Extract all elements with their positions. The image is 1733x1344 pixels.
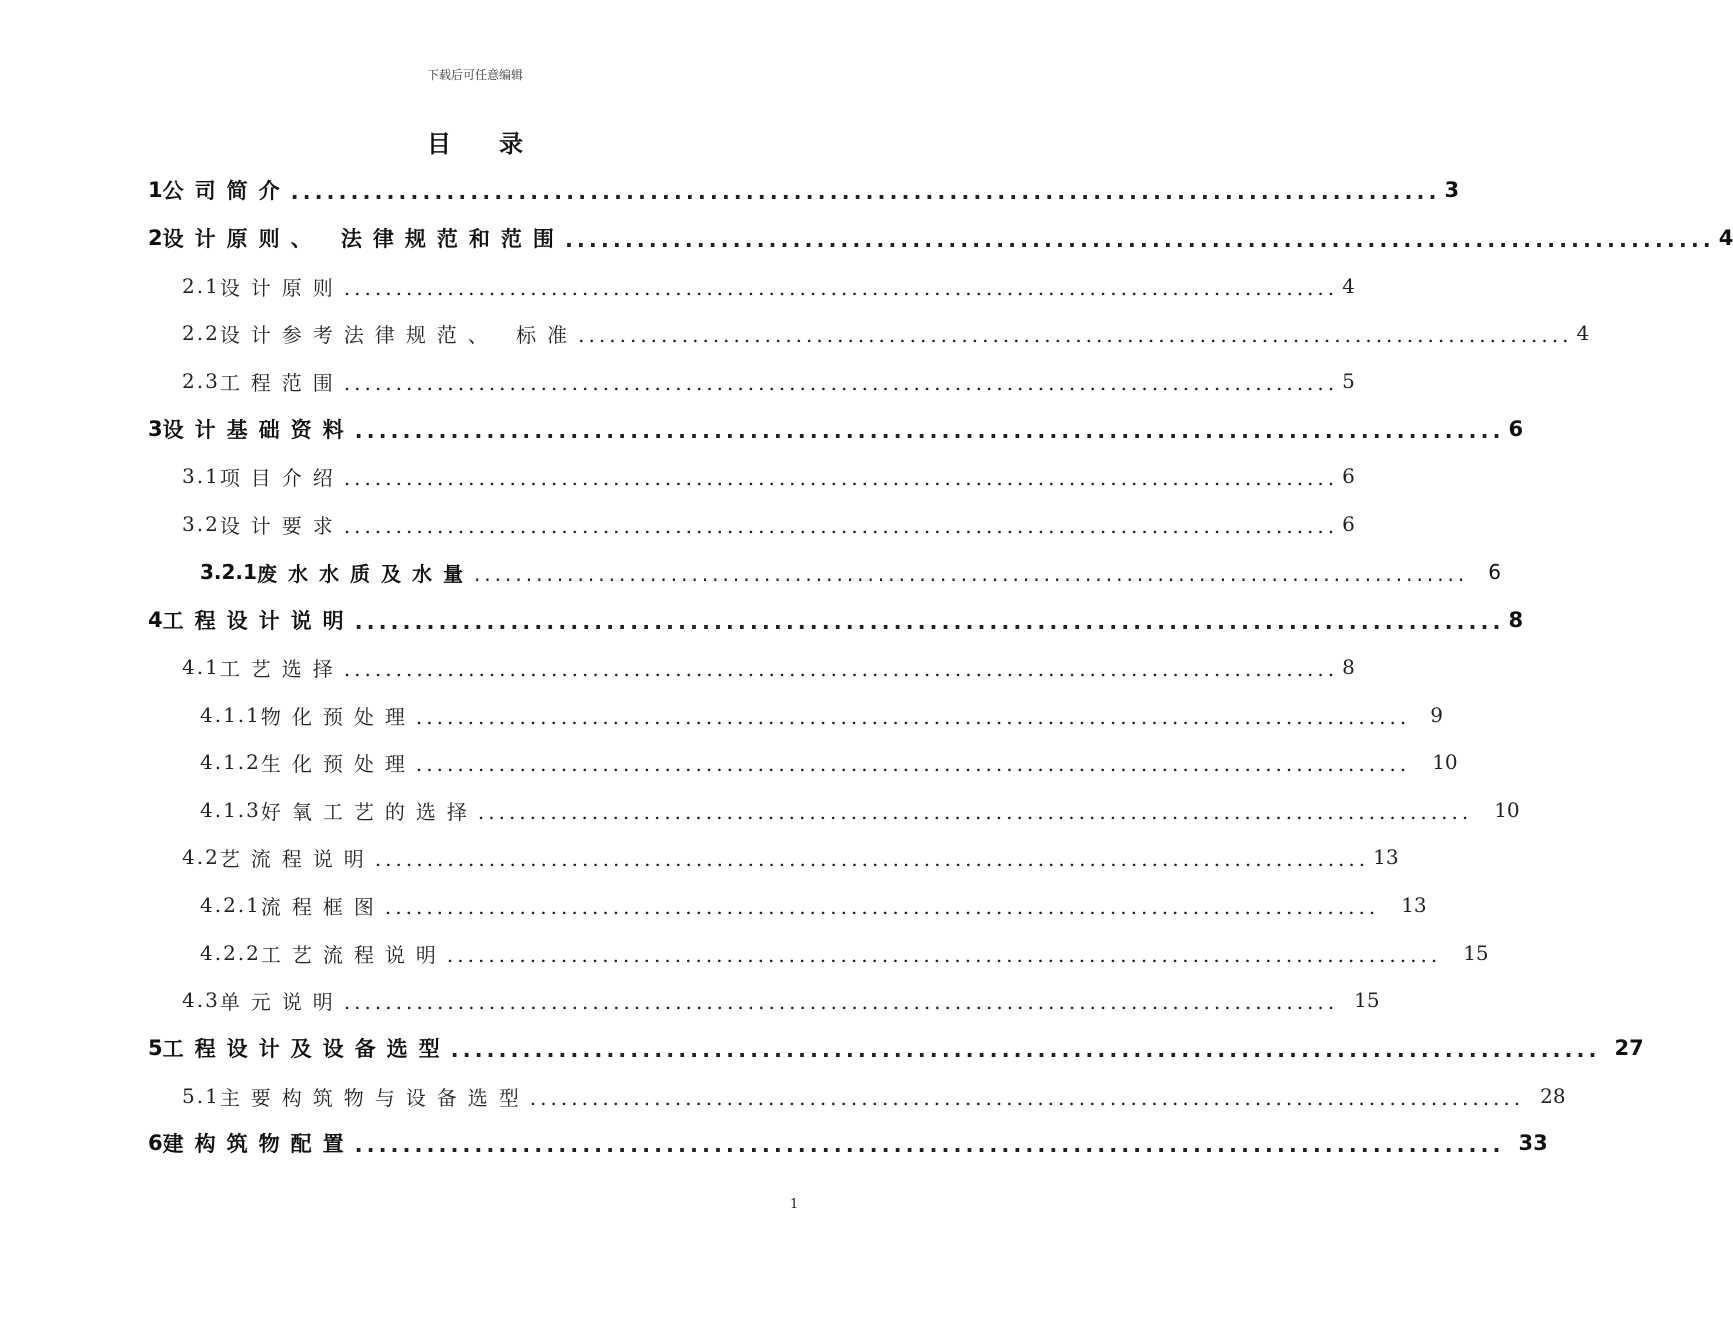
toc-entry-number: 4.2 bbox=[182, 845, 220, 869]
toc-entry-title: 工艺流程说明 bbox=[260, 942, 447, 967]
toc-entry-page: 5 bbox=[1342, 369, 1355, 393]
dot-leader: ................................................................................................ bbox=[354, 610, 1505, 634]
toc-entry-5[interactable] bbox=[148, 1031, 1644, 1065]
toc-entry-title: 物化预处理 bbox=[260, 704, 416, 729]
toc-entry-2-1[interactable] bbox=[182, 269, 1355, 303]
toc-entry-title: 建构筑物配置 bbox=[162, 1132, 355, 1156]
toc-entry-title: 流程框图 bbox=[260, 894, 385, 919]
dot-leader: ................................................................................................ bbox=[374, 847, 1370, 871]
toc-entry-title: 设计原则 bbox=[219, 275, 344, 300]
dot-leader: ................................................................................................ bbox=[450, 1038, 1601, 1062]
dot-leader: ................................................................................................ bbox=[415, 752, 1411, 776]
toc-entry-title: 设计原则、 法律规范和范围 bbox=[162, 227, 565, 251]
toc-entry-number: 4.2.2 bbox=[200, 941, 261, 965]
toc-entry-4-1-2[interactable] bbox=[200, 745, 1458, 779]
toc-entry-number: 4 bbox=[148, 608, 163, 632]
toc-entry-number: 4.1 bbox=[182, 655, 220, 679]
toc-entry-number: 3.2.1 bbox=[200, 560, 257, 584]
toc-entry-number: 3.1 bbox=[182, 464, 220, 488]
toc-entry-title: 生化预处理 bbox=[260, 751, 416, 776]
toc-entry-page: 6 bbox=[1342, 464, 1355, 488]
toc-entry-4-2[interactable] bbox=[182, 840, 1399, 874]
toc-entry-title: 公司简介 bbox=[162, 179, 291, 203]
dot-leader: ................................................................................................ bbox=[384, 895, 1380, 919]
toc-entry-5-1[interactable] bbox=[182, 1079, 1566, 1113]
toc-entry-page: 4 bbox=[1718, 226, 1733, 250]
toc-entry-number: 2 bbox=[148, 226, 163, 250]
toc-entry-page: 8 bbox=[1508, 608, 1524, 632]
toc-entry-page: 28 bbox=[1540, 1084, 1566, 1108]
toc-entry-4-1[interactable] bbox=[182, 650, 1355, 684]
toc-entry-3-2[interactable] bbox=[182, 507, 1355, 541]
toc-entry-number: 6 bbox=[148, 1131, 163, 1155]
toc-entry-title: 好氧工艺的选择 bbox=[260, 799, 478, 824]
toc-entry-2-2[interactable] bbox=[182, 316, 1590, 350]
header-note: 下载后可任意编辑 bbox=[426, 68, 523, 82]
dot-leader: ................................................................................................ bbox=[354, 419, 1505, 443]
toc-entry-number: 2.2 bbox=[182, 321, 220, 345]
toc-entry-3-2-1[interactable] bbox=[200, 555, 1501, 589]
toc-entry-page: 3 bbox=[1444, 178, 1460, 202]
dot-leader: ................................................................................................ bbox=[343, 514, 1339, 538]
toc-entry-page: 4 bbox=[1342, 274, 1355, 298]
dot-leader: ................................................................................................ bbox=[343, 276, 1339, 300]
toc-entry-number: 5 bbox=[148, 1036, 163, 1060]
toc-entry-title: 艺流程说明 bbox=[219, 846, 375, 871]
toc-entry-page: 15 bbox=[1463, 941, 1489, 965]
dot-leader: ................................................................................................ bbox=[343, 466, 1339, 490]
toc-entry-title: 工程范围 bbox=[219, 370, 344, 395]
toc-entry-title: 项目介绍 bbox=[219, 465, 344, 490]
toc-entry-title: 工程设计说明 bbox=[162, 609, 355, 633]
toc-entry-number: 1 bbox=[148, 178, 163, 202]
toc-entry-2[interactable] bbox=[148, 221, 1733, 255]
dot-leader: ................................................................................................ bbox=[354, 1133, 1505, 1157]
dot-leader: ................................................................................................ bbox=[415, 705, 1411, 729]
dot-leader: ................................................................................................ bbox=[446, 943, 1442, 967]
toc-entry-title: 设计基础资料 bbox=[162, 418, 355, 442]
toc-entry-number: 4.2.1 bbox=[200, 893, 261, 917]
toc-entry-page: 6 bbox=[1508, 417, 1524, 441]
toc-entry-3[interactable] bbox=[148, 412, 1524, 446]
toc-entry-page: 6 bbox=[1488, 560, 1501, 584]
page-number: 1 bbox=[790, 1197, 799, 1212]
dot-leader: ................................................................................................ bbox=[473, 562, 1469, 586]
toc-entry-4[interactable] bbox=[148, 603, 1524, 637]
toc-entry-4-2-1[interactable] bbox=[200, 888, 1427, 922]
toc-entry-page: 10 bbox=[1494, 798, 1520, 822]
toc-entry-number: 2.3 bbox=[182, 369, 220, 393]
toc-entry-title: 工艺选择 bbox=[219, 656, 344, 681]
toc-entry-number: 4.1.2 bbox=[200, 750, 261, 774]
toc-entry-4-1-3[interactable] bbox=[200, 793, 1520, 827]
toc-entry-4-1-1[interactable] bbox=[200, 698, 1443, 732]
toc-entry-page: 15 bbox=[1354, 988, 1380, 1012]
dot-leader: ................................................................................................ bbox=[343, 657, 1339, 681]
toc-entry-number: 3.2 bbox=[182, 512, 220, 536]
toc-entry-title: 工程设计及设备选型 bbox=[162, 1037, 451, 1061]
toc-entry-number: 5.1 bbox=[182, 1084, 220, 1108]
dot-leader: ................................................................................................ bbox=[343, 990, 1339, 1014]
dot-leader: ................................................................................................ bbox=[343, 371, 1339, 395]
toc-entry-page: 6 bbox=[1342, 512, 1355, 536]
dot-leader: ................................................................................................ bbox=[477, 800, 1473, 824]
toc-entry-page: 10 bbox=[1432, 750, 1458, 774]
toc-title: 目录 bbox=[427, 130, 571, 158]
toc-entry-page: 27 bbox=[1614, 1036, 1644, 1060]
toc-entry-number: 4.3 bbox=[182, 988, 220, 1012]
toc-entry-page: 13 bbox=[1373, 845, 1399, 869]
toc-entry-title: 主要构筑物与设备选型 bbox=[219, 1085, 530, 1110]
toc-entry-number: 4.1.1 bbox=[200, 703, 261, 727]
toc-entry-number: 3 bbox=[148, 417, 163, 441]
dot-leader: ................................................................................................ bbox=[290, 180, 1441, 204]
dot-leader: ................................................................................................ bbox=[564, 228, 1715, 252]
dot-leader: ................................................................................................ bbox=[529, 1086, 1525, 1110]
toc-entry-page: 9 bbox=[1430, 703, 1443, 727]
toc-entry-4-2-2[interactable] bbox=[200, 936, 1489, 970]
toc-entry-number: 2.1 bbox=[182, 274, 220, 298]
toc-entry-title: 设计要求 bbox=[219, 513, 344, 538]
toc-entry-2-3[interactable] bbox=[182, 364, 1355, 398]
toc-entry-title: 废水水质及水量 bbox=[256, 561, 474, 586]
toc-entry-page: 13 bbox=[1401, 893, 1427, 917]
toc-entry-title: 设计参考法律规范、 标准 bbox=[219, 322, 579, 347]
toc-entry-6[interactable] bbox=[148, 1126, 1548, 1160]
toc-entry-page: 4 bbox=[1576, 321, 1590, 345]
toc-entry-3-1[interactable] bbox=[182, 459, 1355, 493]
toc-entry-1[interactable] bbox=[148, 173, 1460, 207]
toc-entry-title: 单元说明 bbox=[219, 989, 344, 1014]
toc-entry-4-3[interactable] bbox=[182, 983, 1380, 1017]
toc-entry-page: 8 bbox=[1342, 655, 1355, 679]
toc-entry-number: 4.1.3 bbox=[200, 798, 261, 822]
dot-leader: ................................................................................................ bbox=[578, 323, 1573, 347]
toc-entry-page: 33 bbox=[1518, 1131, 1548, 1155]
